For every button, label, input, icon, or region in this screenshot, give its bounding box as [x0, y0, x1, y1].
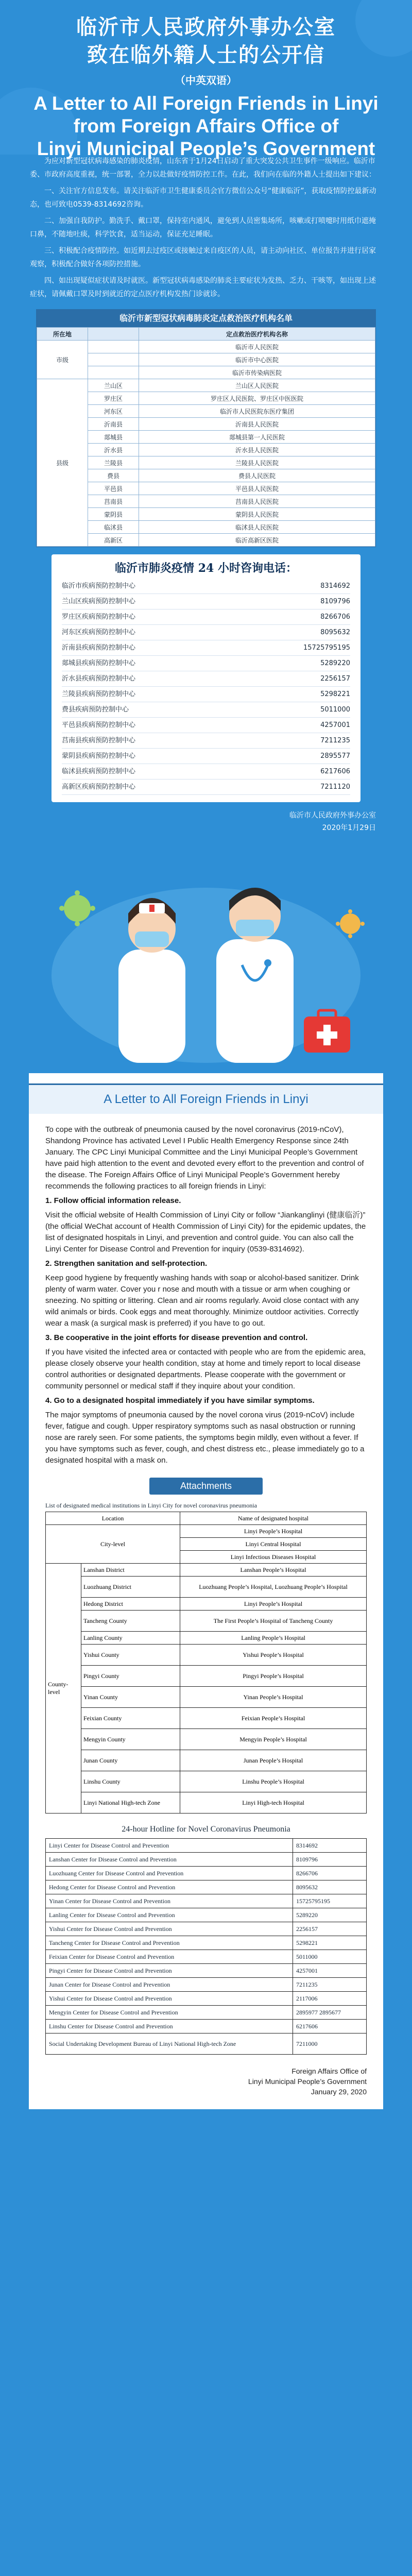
hero-header: [0, 0, 412, 159]
hotline-phone[interactable]: 6217606: [320, 768, 350, 775]
hotline-org: 费县疾病预防控制中心: [62, 706, 129, 714]
table-cell: 郯城县: [88, 431, 139, 444]
table-cell: 临沂市中心医院: [139, 353, 375, 366]
table-cell: Linyi National High-tech Zone: [81, 1792, 180, 1814]
table-cell: Lanshan District: [81, 1564, 180, 1577]
table-cell: Linyi People’s Hospital: [180, 1525, 367, 1538]
hotline-org: Pingyi Center for Disease Control and Prevention: [46, 1964, 293, 1978]
table-row: [37, 456, 375, 469]
attachments-label: Attachments: [149, 1478, 263, 1495]
table-row: [46, 1950, 367, 1964]
hotline-org: Mengyin Center for Disease Control and Prevention: [46, 2006, 293, 2020]
table-cell: Linshu County: [81, 1771, 180, 1792]
table-row: [46, 1964, 367, 1978]
hotline-phone[interactable]: 15725795195: [293, 1894, 367, 1908]
illustration-svg: [0, 846, 412, 1073]
table-cell: Linyi Infectious Diseases Hospital: [180, 1551, 367, 1564]
cn-paragraph-1: 为应对新型冠状病毒感染的肺炎疫情，山东省于1月24日启动了重大突发公共卫生事件一级响应。临沂市委、市政府高度重视，统一部署，全力以赴做好疫情防控工作。在此，我们向在临的外籍人士提出如下建议：: [30, 157, 376, 179]
en-table-caption: List of designated medical institutions in Linyi City for novel coronavirus pneumonia: [45, 1502, 257, 1509]
table-cell: Linyi People’s Hospital: [180, 1598, 367, 1611]
table-row: [46, 1729, 367, 1750]
table-row: [46, 1750, 367, 1771]
en-hotline-table: [45, 1838, 367, 2055]
hotline-org: Social Undertaking Development Bureau of Linyi National High-tech Zone: [46, 2033, 293, 2055]
hotline-org: 沂南县疾病预防控制中心: [62, 644, 136, 652]
table-cell-level: 县级: [37, 379, 88, 547]
hotline-row: [62, 656, 350, 671]
table-cell: 临沭县: [88, 521, 139, 534]
table-cell: Linshu People’s Hospital: [180, 1771, 367, 1792]
table-cell: Lanling County: [81, 1632, 180, 1645]
table-cell: Linyi High-tech Hospital: [180, 1792, 367, 1814]
hotline-phone[interactable]: 6217606: [293, 2020, 367, 2033]
table-row: [37, 405, 375, 418]
hero-cn-subtitle: （中英双语）: [175, 75, 237, 87]
en-hotline-title: 24-hour Hotline for Novel Coronavirus Pneumonia: [122, 1825, 290, 1834]
cn-paragraph-2: 一、关注官方信息发布。请关注临沂市卫生健康委员会官方微信公众号“健康临沂”，获取疫情防控最新动态，也可致电0539-8314692咨询。: [30, 187, 376, 209]
en-section-2-title: 2. Strengthen sanitation and self-protection.: [45, 1259, 208, 1268]
hotline-phone[interactable]: 5289220: [293, 1908, 367, 1922]
hotline-org: 沂水县疾病预防控制中心: [62, 675, 136, 683]
table-cell: Yinan County: [81, 1687, 180, 1708]
table-cell: 兰陵县人民医院: [139, 456, 375, 469]
table-row: [46, 1936, 367, 1950]
table-row: [46, 2020, 367, 2033]
hotline-org: 临沂市疾病预防控制中心: [62, 582, 136, 590]
table-cell: 兰陵县: [88, 456, 139, 469]
table-cell: 兰山区: [88, 379, 139, 392]
hotline-phone[interactable]: 5289220: [320, 659, 350, 667]
cn-designated-table: [37, 327, 375, 547]
hotline-phone[interactable]: 8109796: [293, 1853, 367, 1867]
hotline-phone[interactable]: 2256157: [293, 1922, 367, 1936]
hotline-org: Yinan Center for Disease Control and Prevention: [46, 1894, 293, 1908]
hotline-row: [62, 625, 350, 640]
table-row: [46, 1525, 367, 1538]
table-row: [46, 1564, 367, 1577]
en-section-3-title: 3. Be cooperative in the joint efforts for disease prevention and control.: [45, 1333, 308, 1342]
table-row: [46, 1687, 367, 1708]
table-cell: The First People’s Hospital of Tancheng County: [180, 1611, 367, 1632]
table-cell: 平邑县: [88, 482, 139, 495]
hotline-phone[interactable]: 8266706: [293, 1867, 367, 1880]
table-row: [46, 1708, 367, 1729]
table-row: [46, 1577, 367, 1598]
hotline-phone[interactable]: 7211000: [293, 2033, 367, 2055]
table-row: [37, 392, 375, 405]
hero-cn-title-line1: 临沂市人民政府外事办公室: [76, 15, 336, 39]
table-row: [46, 1771, 367, 1792]
table-row: [46, 1611, 367, 1632]
table-row: [46, 1598, 367, 1611]
hotline-org: Yishui Center for Disease Control and Prevention: [46, 1992, 293, 2006]
table-cell: Yinan People’s Hospital: [180, 1687, 367, 1708]
table-cell: 兰山区人民医院: [139, 379, 375, 392]
table-row: [37, 469, 375, 482]
hotline-org: 平邑县疾病预防控制中心: [62, 721, 136, 729]
table-row: [46, 1894, 367, 1908]
hotline-org: 高新区疾病预防控制中心: [62, 783, 136, 791]
table-row: [37, 495, 375, 508]
hotline-row: [62, 702, 350, 718]
hotline-phone[interactable]: 2256157: [320, 675, 350, 683]
en-designated-table: [45, 1512, 367, 1814]
table-row: [46, 1792, 367, 1814]
cn-hotline-card: [52, 554, 360, 802]
table-cell: 临沂高新区医院: [139, 534, 375, 547]
en-section-3-body: If you have visited the infected area or contacted with people who are from the epidemic area, please closely observe your health condition, stay at home and timely report to local disease control authorities or designated departments. Please cooperate with the government or community personnel or medical staff if they inquire about your condition.: [45, 1348, 366, 1391]
hotline-phone[interactable]: 5298221: [320, 690, 350, 698]
table-cell: 莒南县: [88, 495, 139, 508]
hotline-row: [62, 594, 350, 609]
en-section-1-title: 1. Follow official information release.: [45, 1196, 181, 1205]
cn-signature-date: 2020年1月29日: [322, 824, 376, 832]
hotline-org: Luozhuang Center for Disease Control and Prevention: [46, 1867, 293, 1880]
en-letter-card: [29, 1073, 383, 2109]
table-row: [46, 1645, 367, 1666]
table-row: [37, 508, 375, 521]
hotline-org: Hedong Center for Disease Control and Prevention: [46, 1880, 293, 1894]
hotline-phone[interactable]: 5298221: [293, 1936, 367, 1950]
table-cell: 罗庄区人民医院、罗庄区中医医院: [139, 392, 375, 405]
hotline-phone[interactable]: 7211235: [293, 1978, 367, 1992]
en-signature-line1: Foreign Affairs Office of: [291, 2067, 367, 2075]
table-cell: 蒙阴县人民医院: [139, 508, 375, 521]
table-cell: 沂水县: [88, 444, 139, 456]
hero-en-title-line1: A Letter to All Foreign Friends in Linyi: [33, 93, 379, 114]
hotline-phone[interactable]: 8095632: [293, 1880, 367, 1894]
table-cell: Lanling People’s Hospital: [180, 1632, 367, 1645]
hotline-org: 罗庄区疾病预防控制中心: [62, 613, 136, 621]
hero-en-title-line2: from Foreign Affairs Office of: [73, 115, 339, 137]
hotline-row: [62, 671, 350, 687]
hotline-row: [62, 718, 350, 733]
cn-table-caption: 临沂市新型冠状病毒肺炎定点救治医疗机构名单: [37, 310, 375, 327]
hotline-phone[interactable]: 2117006: [293, 1992, 367, 2006]
table-row: [46, 1853, 367, 1867]
en-signature-line2: Linyi Municipal People’s Government: [248, 2077, 367, 2086]
table-cell: Luozhuang District: [81, 1577, 180, 1598]
table-cell: Feixian People’s Hospital: [180, 1708, 367, 1729]
hotline-phone[interactable]: 2895577: [320, 752, 350, 760]
table-row: [37, 521, 375, 534]
cn-paragraph-4: 三、积极配合疫情防控。如近期去过疫区或接触过来自疫区的人员，请主动向社区、单位报告并进行居家观察，积极配合做好各项防控措施。: [30, 247, 376, 268]
hero-cn-title-line2: 致在临外籍人士的公开信: [87, 43, 325, 67]
hotline-phone[interactable]: 8266706: [320, 613, 350, 621]
table-row: [46, 1978, 367, 1992]
table-cell: Lanshan People’s Hospital: [180, 1564, 367, 1577]
hotline-org: 郯城县疾病预防控制中心: [62, 659, 136, 667]
table-cell-level: 市级: [37, 341, 88, 379]
hotline-org: 兰陵县疾病预防控制中心: [62, 690, 136, 698]
hotline-phone[interactable]: 15725795195: [303, 644, 350, 652]
table-row: [37, 341, 375, 353]
en-section-4-body: The major symptoms of pneumonia caused by the novel corona virus (2019-nCoV) include fever, fatigue and cough. Upper respiratory symptoms such as nasal obstruction or running nose are rarely seen. For some patients, the symptoms begin mildly, even without a fever. If you have symptoms such as fever, cough, and chest distress etc., please immediately go to a designated hospital with a mask on.: [45, 1411, 365, 1465]
table-row: [46, 1666, 367, 1687]
hotline-org: 河东区疾病预防控制中心: [62, 629, 136, 636]
hotline-phone[interactable]: 8314692: [293, 1839, 367, 1853]
hotline-org: Linyi Center for Disease Control and Prevention: [46, 1839, 293, 1853]
table-cell: Junan County: [81, 1750, 180, 1771]
cn-letter: [0, 155, 412, 301]
table-cell: [88, 341, 139, 353]
table-cell: Luozhuang People’s Hospital, Luozhuang People’s Hospital: [180, 1577, 367, 1598]
table-row: [37, 534, 375, 547]
table-row: [37, 444, 375, 456]
table-cell: 临沭县人民医院: [139, 521, 375, 534]
table-cell: Linyi Central Hospital: [180, 1538, 367, 1551]
cn-hotline-title: 临沂市肺炎疫情 24 小时咨询电话：: [115, 562, 297, 575]
table-row: [46, 1922, 367, 1936]
table-cell: [88, 353, 139, 366]
table-cell: 河东区: [88, 405, 139, 418]
hotline-phone[interactable]: 8109796: [320, 598, 350, 605]
hotline-row: [62, 579, 350, 594]
table-row: [37, 482, 375, 495]
cn-paragraph-3: 二、加强自我防护。勤洗手、戴口罩，保持室内通风，避免到人员密集场所，咳嗽或打喷嚏时用纸巾遮掩口鼻，不随地吐痰，科学饮食，适当运动，保证充足睡眠。: [30, 217, 376, 239]
table-row: [46, 1867, 367, 1880]
table-cell: Pingyi County: [81, 1666, 180, 1687]
hotline-row: [62, 687, 350, 702]
table-header-area: 所在地: [37, 328, 88, 341]
hotline-org: Tancheng Center for Disease Control and Prevention: [46, 1936, 293, 1950]
table-header-row: [37, 328, 375, 341]
hotline-row: [62, 779, 350, 795]
table-cell: 沂南县人民医院: [139, 418, 375, 431]
en-intro: To cope with the outbreak of pneumonia caused by the novel coronavirus (2019-nCoV), Shandong Province has activated Level I Public Health Emergency Response since 24th January. The CPC Linyi Municipal Committee and the Linyi Municipal People’s Government have paid high attention to the event and devoted every effort to the prevention and control of the disease. The Foreign Affairs Office of Linyi Municipal People’s Government hereby recommends the following practices to all foreign friends in Linyi:: [45, 1125, 364, 1191]
hotline-org: Yishui Center for Disease Control and Prevention: [46, 1922, 293, 1936]
hotline-phone[interactable]: 7211235: [320, 737, 350, 744]
hotline-row: [62, 640, 350, 656]
table-cell: Hedong District: [81, 1598, 180, 1611]
table-row: [37, 431, 375, 444]
table-header-sub: [88, 328, 139, 341]
table-cell: 沂南县: [88, 418, 139, 431]
table-header-name: Name of designated hospital: [180, 1512, 367, 1525]
nurse-illustration: [118, 898, 185, 1063]
table-cell: 临沂市人民医院东医疗集团: [139, 405, 375, 418]
medical-staff-illustration: [0, 846, 412, 1073]
table-cell: Yishui People’s Hospital: [180, 1645, 367, 1666]
hotline-org: 蒙阴县疾病预防控制中心: [62, 752, 136, 760]
table-cell: 临沂市传染病医院: [139, 366, 375, 379]
table-cell: 高新区: [88, 534, 139, 547]
table-cell: 莒南县人民医院: [139, 495, 375, 508]
table-cell: Yishui County: [81, 1645, 180, 1666]
table-cell: Feixian County: [81, 1708, 180, 1729]
table-cell: Tancheng County: [81, 1611, 180, 1632]
hotline-row: [62, 609, 350, 625]
table-cell: 费县: [88, 469, 139, 482]
table-cell: 平邑县人民医院: [139, 482, 375, 495]
table-cell: 郯城县第一人民医院: [139, 431, 375, 444]
hotline-org: 莒南县疾病预防控制中心: [62, 737, 136, 744]
table-cell-level: City-level: [46, 1525, 180, 1564]
hotline-row: [62, 764, 350, 779]
table-cell: [88, 366, 139, 379]
hotline-phone[interactable]: 7211120: [320, 783, 350, 791]
table-row: [37, 418, 375, 431]
table-cell-level: County-level: [46, 1564, 81, 1814]
hotline-org: 临沭县疾病预防控制中心: [62, 768, 136, 775]
table-row: [46, 1839, 367, 1853]
table-row: [37, 379, 375, 392]
table-row: [46, 1992, 367, 2006]
table-cell: 费县人民医院: [139, 469, 375, 482]
cn-hospital-table: [36, 309, 376, 547]
hero-cn-title: [0, 0, 412, 69]
cn-signature: [0, 802, 412, 834]
hotline-row: [62, 749, 350, 764]
hotline-phone[interactable]: 2895977 2895677: [293, 2006, 367, 2020]
table-cell: 临沂市人民医院: [139, 341, 375, 353]
table-cell: Pingyi People’s Hospital: [180, 1666, 367, 1687]
hotline-org: Lanshan Center for Disease Control and Prevention: [46, 1853, 293, 1867]
cn-paragraph-5: 四、如出现疑似症状请及时就医。新型冠状病毒感染的肺炎主要症状为发热、乏力、干咳等，如出现上述症状，请佩戴口罩及时到就近的定点医疗机构发热门诊就诊。: [30, 277, 376, 298]
table-row: [37, 366, 375, 379]
table-row: [46, 2006, 367, 2020]
table-row: [46, 1880, 367, 1894]
table-row: [46, 1632, 367, 1645]
table-cell: 沂水县人民医院: [139, 444, 375, 456]
hotline-phone[interactable]: 5011000: [293, 1950, 367, 1964]
en-letter-heading: A Letter to All Foreign Friends in Linyi: [29, 1083, 383, 1114]
hotline-org: Feixian Center for Disease Control and Prevention: [46, 1950, 293, 1964]
table-row: [37, 353, 375, 366]
hotline-org: Linshu Center for Disease Control and Prevention: [46, 2020, 293, 2033]
hero-en-title: [0, 92, 412, 160]
hotline-phone[interactable]: 4257001: [293, 1964, 367, 1978]
hero-en-title-line3: Linyi Municipal People’s Government: [37, 138, 375, 159]
table-row: [46, 1908, 367, 1922]
hotline-phone[interactable]: 8314692: [320, 582, 350, 590]
medical-bag-icon: [304, 1010, 350, 1053]
table-cell: Mengyin County: [81, 1729, 180, 1750]
table-header-name: 定点救治医疗机构名称: [139, 328, 375, 341]
table-cell: 罗庄区: [88, 392, 139, 405]
hotline-phone[interactable]: 4257001: [320, 721, 350, 729]
table-header-location: Location: [46, 1512, 180, 1525]
hotline-org: Lanling Center for Disease Control and Prevention: [46, 1908, 293, 1922]
cn-signature-org: 临沂市人民政府外事办公室: [289, 811, 376, 820]
hotline-org: 兰山区疾病预防控制中心: [62, 598, 136, 605]
en-section-4-title: 4. Go to a designated hospital immediately if you have similar symptoms.: [45, 1396, 315, 1405]
table-cell: Mengyin People’s Hospital: [180, 1729, 367, 1750]
hotline-org: Junan Center for Disease Control and Prevention: [46, 1978, 293, 1992]
table-row: [46, 2033, 367, 2055]
en-section-2-body: Keep good hygiene by frequently washing hands with soap or alcohol-based sanitizer. Drink plenty of warm water. Cover you r nose and mouth with a tissue or arm when coughing or sneezing. No spitting or littering. Clean and air rooms regularly. Avoid close contact with any wild animals or birds. Cook eggs and meat thoroughly. Minimize outdoor activities. Correctly wear a mask (a surgical mask is preferred) if you have to go out.: [45, 1274, 359, 1328]
hotline-row: [62, 733, 350, 749]
hotline-phone[interactable]: 8095632: [320, 629, 350, 636]
table-cell: 蒙阴县: [88, 508, 139, 521]
hotline-phone[interactable]: 5011000: [320, 706, 350, 714]
table-header-row: [46, 1512, 367, 1525]
en-signature: [45, 2066, 367, 2097]
table-cell: Junan People’s Hospital: [180, 1750, 367, 1771]
en-section-1-body: Visit the official website of Health Commission of Linyi City or follow “Jiankanglinyi (健康临沂)” (the official WeChat account of Health Commission of Linyi City) for the epidemic updates, the list of designated hospitals in Linyi, and prevention and control guide. You can also call the Linyi Center for Disease Control and Prevention for inquiry (0539-8314692).: [45, 1211, 366, 1253]
en-signature-date: January 29, 2020: [311, 2088, 367, 2096]
